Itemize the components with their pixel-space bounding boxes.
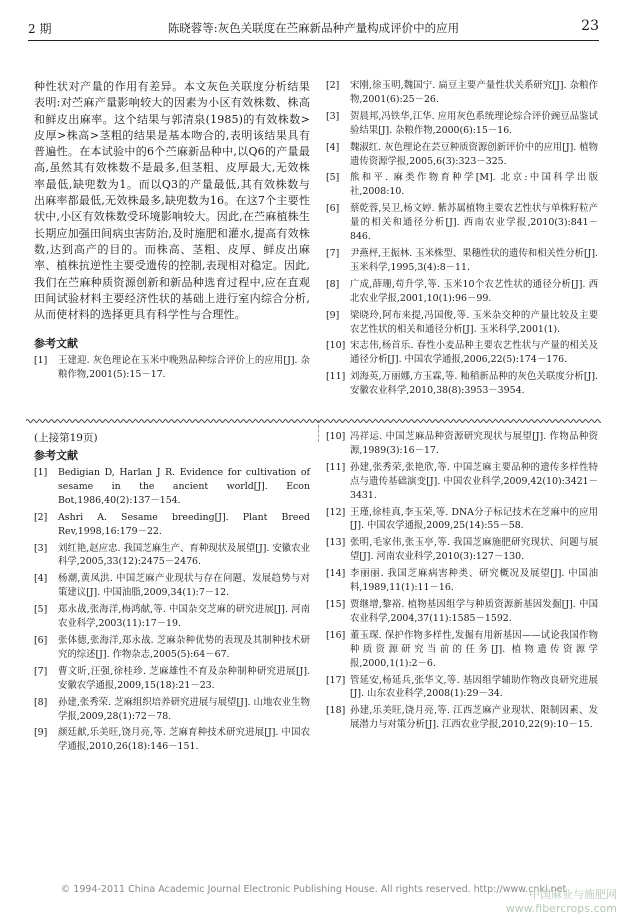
- right-references-bottom: [326, 430, 598, 732]
- watermark-name: 中国麻业与施肥网: [529, 888, 617, 901]
- reference-item: [326, 370, 598, 398]
- reference-item: [326, 110, 598, 138]
- reference-number: [8]: [34, 696, 48, 708]
- right-column-upper: [326, 79, 598, 401]
- reference-text: 孙建,张秀荣,张艳欣,等. 中国芝麻主要品种的遗传多样性特点与遗传基础演变[J]. 中国农业科学,2009,42(10):3421－3431.: [350, 461, 598, 501]
- reference-number: [2]: [326, 80, 340, 91]
- reference-text: 蔡乾蓉,吴卫,杨文婷. 紫苏属植物主要农艺性状与单株籽粒产量的相关和通径分析[J]. 西南农业学报,2010(3):841－846.: [350, 203, 598, 243]
- reference-item: [34, 665, 310, 693]
- reference-number: [17]: [326, 674, 346, 686]
- reference-number: [5]: [326, 172, 340, 184]
- reference-item: [326, 309, 598, 337]
- reference-item: [326, 629, 598, 671]
- reference-number: [7]: [34, 665, 48, 677]
- reference-number: [10]: [326, 340, 346, 352]
- reference-text: 王建迎. 灰色理论在玉米中晚熟品种综合评价上的应用[J]. 杂粮作物,2001(5):15－17.: [58, 355, 310, 381]
- reference-text: 魏淑红. 灰色理论在芸豆种质资源创新评价中的应用[J]. 植物遗传资源学报,2005,6(3):323－325.: [350, 141, 598, 167]
- reference-number: [3]: [326, 110, 340, 122]
- reference-number: [18]: [326, 705, 346, 717]
- reference-number: [10]: [326, 431, 346, 442]
- reference-text: 宋刚,徐玉明,魏国宁. 扁豆主要产量性状关系研究[J]. 杂粮作物,2001(6):25－26.: [350, 80, 598, 105]
- reference-text: 宋志伟,杨首乐. 春性小麦品种主要农艺性状与产量的相关及通径分析[J]. 中国农学通报,2006,22(5):174－176.: [350, 340, 598, 366]
- reference-number: [3]: [34, 542, 48, 554]
- reference-item: [34, 696, 310, 724]
- reference-item: [326, 704, 598, 732]
- reference-item: [326, 247, 598, 275]
- section-separator: [26, 417, 601, 423]
- reference-item: [326, 461, 598, 503]
- reference-text: 杨潮,黄凤洪. 中国芝麻产业现状与存在问题、发展趋势与对策建议[J]. 中国油脂,2009,34(1):7－12.: [58, 573, 310, 599]
- page-header: [28, 18, 599, 38]
- reference-item: [34, 603, 310, 631]
- reference-number: [2]: [34, 511, 48, 523]
- reference-text: 贺晨邦,冯铁华,江华. 应用灰色系统理论综合评价豌豆品鉴试验结果[J]. 杂粮作物,2000(6):15－16.: [350, 110, 598, 136]
- reference-item: [34, 572, 310, 600]
- left-column-lower: [34, 430, 310, 757]
- header-rule: [28, 40, 599, 41]
- reference-item: [326, 674, 598, 702]
- reference-item: [34, 634, 310, 662]
- reference-text: 张体德,张海洋,郑永战. 芝麻杂种优势的表现及其制种技术研究的综述[J]. 作物杂志,2005(5):64－67.: [58, 634, 310, 660]
- reference-text: 刘红艳,赵应忠. 我国芝麻生产、育种现状及展望[J]. 安徽农业科学,2005,33(12):2475－2476.: [58, 542, 310, 568]
- reference-number: [9]: [326, 309, 340, 321]
- references-heading-lower: 参考文献: [34, 449, 78, 462]
- right-column-lower: [326, 430, 598, 735]
- reference-text: 曹文昕,汪强,徐桂珍. 芝麻雄性不育及杂种制种研究进展[J]. 安徽农学通报,2009,15(18):21－23.: [58, 665, 310, 691]
- reference-number: [9]: [34, 727, 48, 739]
- reference-text: 王瑾,徐桂真,李玉荣,等. DNA分子标记技术在芝麻中的应用[J]. 中国农学通报,2009,25(14):55－58.: [350, 506, 598, 532]
- reference-text: 管延安,杨延兵,张华文,等. 基因组学辅助作物改良研究进展[J]. 山东农业科学,2008(1):29－34.: [350, 674, 598, 700]
- reference-number: [1]: [34, 355, 48, 367]
- running-title: 陈晓蓉等:灰色关联度在苎麻新品种产量构成评价中的应用: [167, 21, 460, 35]
- reference-text: 李丽丽. 我国芝麻病害种类、研究概况及展望[J]. 中国油料,1989,11(1):11－16.: [350, 568, 598, 594]
- left-references-bottom: [34, 466, 310, 754]
- reference-item: [326, 598, 598, 626]
- left-references: [34, 354, 310, 382]
- reference-number: [1]: [34, 467, 48, 478]
- site-watermark: [506, 888, 617, 916]
- reference-number: [11]: [326, 461, 346, 473]
- reference-text: Ashri A. Sesame breeding[J]. Plant Breed Rev,1998,16:179－22.: [58, 511, 310, 537]
- reference-item: [326, 278, 598, 306]
- reference-item: [34, 542, 310, 570]
- reference-text: 尹燕枰,王振林. 玉米株型、果穗性状的遗传和相关性分析[J]. 玉米科学,1995,3(4):8－11.: [350, 247, 598, 273]
- reference-number: [5]: [34, 604, 48, 616]
- reference-text: 孙建,乐美旺,饶月亮,等. 江西芝麻产业现状、限制因素、发展潜力与对策分析[J]. 江西农业学报,2010,22(9):10－15.: [350, 705, 598, 731]
- column-divider: [318, 420, 319, 442]
- reference-item: [326, 339, 598, 367]
- reference-number: [6]: [34, 634, 48, 646]
- reference-text: 郑永战,张海洋,梅鸿献,等. 中国杂交芝麻的研究进展[J]. 河南农业科学,2003(11):17－19.: [58, 604, 310, 630]
- page-number: 23: [581, 18, 599, 34]
- reference-text: 梁晓玲,阿布来提,冯国俊,等. 玉米杂交种的产量比较及主要农艺性状的相关和通径分析[J]. 玉米科学,2001(1).: [350, 309, 598, 335]
- reference-item: [326, 79, 598, 107]
- reference-item: [34, 466, 310, 508]
- reference-text: 贾继增,黎裕. 植物基因组学与种质资源新基因发掘[J]. 中国农业科学,2004,37(11):1585－1592.: [350, 598, 598, 624]
- right-references-top: [326, 79, 598, 398]
- reference-item: [326, 141, 598, 169]
- reference-text: 刘海英,万丽娜,方玉霖,等. 籼稻新品种的灰色关联度分析[J]. 安徽农业科学,2010,38(8):3953－3954.: [350, 371, 598, 397]
- reference-text: 熊和平. 麻类作物育种学[M]. 北京:中国科学出版社,2008:10.: [350, 172, 598, 198]
- reference-item: [326, 430, 598, 458]
- reference-item: [34, 511, 310, 539]
- left-column-upper: [34, 79, 310, 385]
- reference-number: [14]: [326, 568, 346, 580]
- reference-number: [11]: [326, 371, 346, 383]
- copyright-footer: © 1994-2011 China Academic Journal Electronic Publishing House. All rights reserved. http://www.cnki.net: [60, 884, 567, 895]
- reference-item: [34, 354, 310, 382]
- watermark-url: www.fibercrops.com: [505, 902, 617, 915]
- reference-text: Bedigian D, Harlan J R. Evidence for cultivation of sesame in the ancient world[J]. Econ Bot,1986,40(2):137－154.: [58, 467, 310, 506]
- reference-item: [326, 171, 598, 199]
- references-heading: 参考文献: [34, 337, 78, 351]
- reference-item: [326, 506, 598, 534]
- reference-item: [326, 567, 598, 595]
- reference-text: 孙建,张秀荣. 芝麻组织培养研究进展与展望[J]. 山地农业生物学报,2009,28(1):72－78.: [58, 696, 310, 722]
- reference-item: [326, 536, 598, 564]
- reference-text: 董玉琛. 保护作物多样性,发掘有用新基因——试论我国作物种质资源研究当前的任务[J]. 植物遗传资源学报,2000,1(1):2－6.: [350, 629, 598, 669]
- reference-number: [4]: [34, 573, 48, 585]
- reference-number: [15]: [326, 598, 346, 610]
- reference-number: [16]: [326, 629, 346, 641]
- reference-number: [8]: [326, 278, 340, 290]
- reference-number: [12]: [326, 506, 346, 518]
- reference-text: 广成,薛珊,苟升学,等. 玉米10个农艺性状的通径分析[J]. 西北农业学报,2001,10(1):96－99.: [350, 278, 598, 304]
- reference-number: [7]: [326, 247, 340, 259]
- reference-item: [34, 726, 310, 754]
- body-paragraph: 种性状对产量的作用有差异。本文灰色关联度分析结果表明:对苎麻产量影响较大的因素为小区有效株数、株高和鲜皮出麻率。这个结果与郭清泉(1985)的有效株数>皮厚>株高>茎粗的结果是基本吻合的,表明该结果具有普遍性。在本试验中的6个苎麻新品种中,以Q6的产量最高,虽然其有效株数不是最多,但茎粗、皮厚最大,无效株率最低,缺兜数为1。而以Q3的产量最低,其有效株数与出麻率都最低,无效株最多,缺兜数为16。在这7个主要性状中,小区有效株数受环境影响较大。因此,在苎麻植株生长期应加强田间病虫害防治,及时施肥和灌水,提高有效株数,达到高产的目的。而株高、茎粗、皮厚、鲜皮出麻率、植株抗逆性主要受遗传的控制,表现相对稳定。因此,我们在苎麻种质资源创新和新品种选育过程中,应在直观田间试验材料主要经济性状的基础上进行室内综合分析,从而使材料的选择更具有科学性与合理性。: [34, 80, 310, 322]
- reference-text: 张明,毛家伟,张玉亭,等. 我国芝麻施肥研究现状、问题与展望[J]. 河南农业科学,2010(3):127－130.: [350, 537, 598, 563]
- reference-number: [13]: [326, 537, 346, 549]
- issue-number: 2 期: [28, 22, 52, 36]
- reference-text: 冯祥运. 中国芝麻品种资源研究现状与展望[J]. 作物品种资源,1989(3):16－17.: [350, 431, 598, 456]
- reference-text: 颜廷献,乐美旺,饶月亮,等. 芝麻育种技术研究进展[J]. 中国农学通报,2010,26(18):146－151.: [58, 727, 310, 753]
- reference-number: [6]: [326, 203, 340, 215]
- reference-item: [326, 202, 598, 244]
- continued-label: (上接第19页): [34, 432, 98, 444]
- reference-number: [4]: [326, 141, 340, 153]
